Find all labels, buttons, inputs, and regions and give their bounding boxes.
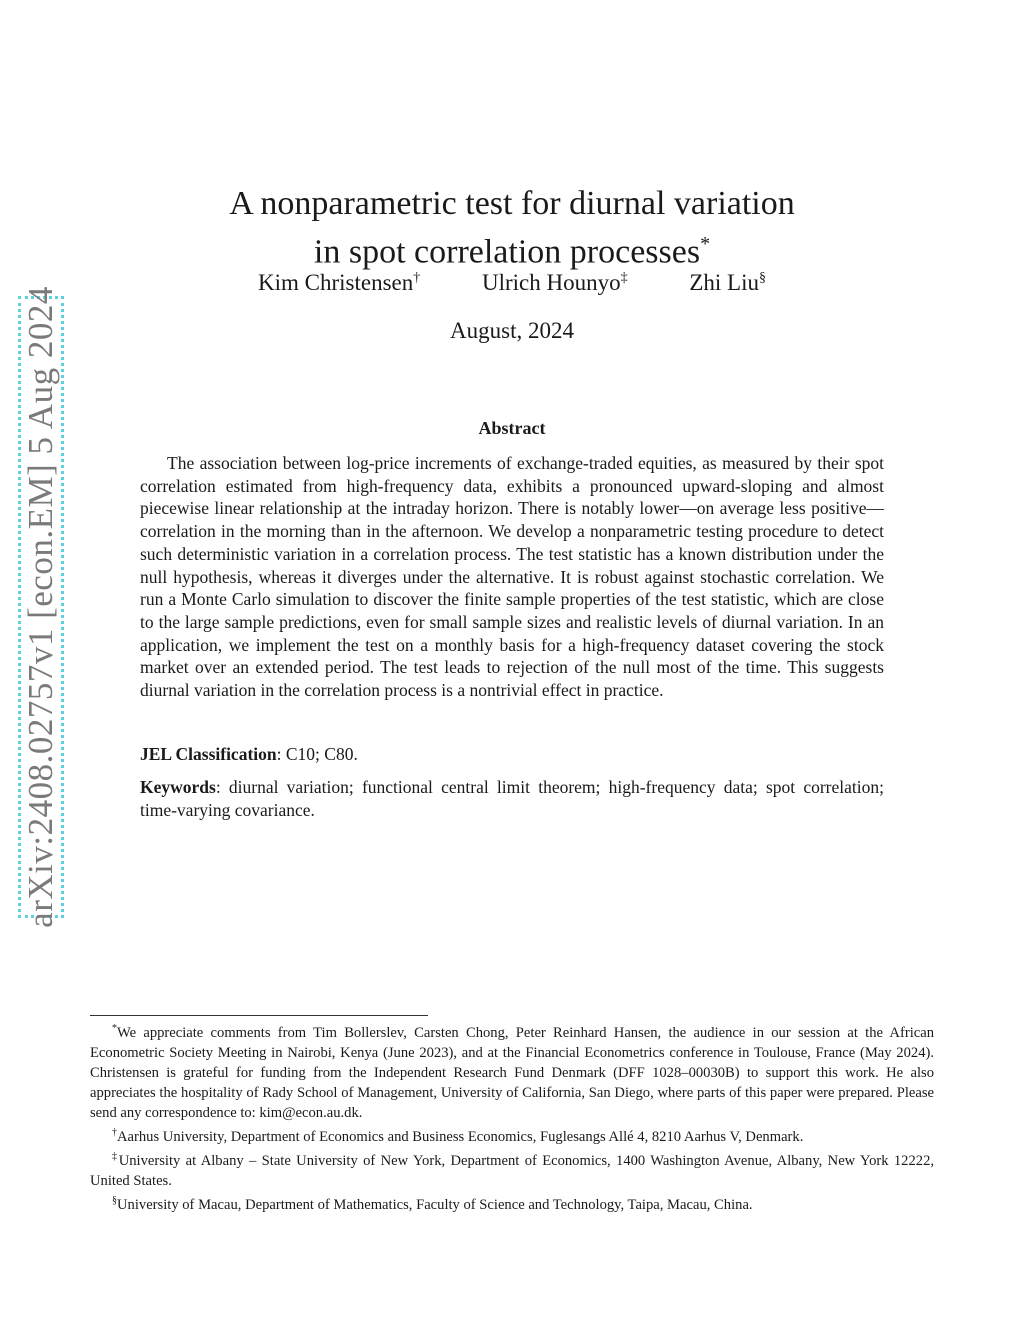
- author-footnote-mark: §: [759, 270, 766, 286]
- keywords-label: Keywords: [140, 777, 216, 797]
- footnote-divider: [90, 1015, 428, 1016]
- footnote-mark: †: [112, 1126, 117, 1138]
- author: Zhi Liu§: [689, 270, 766, 295]
- footnote-mark: *: [112, 1023, 117, 1034]
- publication-date: August, 2024: [450, 318, 574, 343]
- footnote: *We appreciate comments from Tim Bollerslev, Carsten Chong, Peter Reinhard Hansen, the audience in our session at the African Econometric Society Meeting in Nairobi, Kenya (June 2023), and at the Financial Econometrics conference in Toulouse, France (May 2024). Christensen is grateful for funding from the Independent Research Fund Denmark (DFF 1028–00030B) to support this work. He also appreciates the hospitality of Rady School of Management, University of California, San Diego, where parts of this paper were prepared. Please send any correspondence to: kim@econ.au.dk.: [90, 1023, 934, 1121]
- jel-classification: [140, 743, 884, 766]
- title-footnote-mark: *: [700, 232, 711, 255]
- author: Kim Christensen†: [257, 270, 421, 295]
- arxiv-identifier-stamp[interactable]: [18, 286, 64, 928]
- footnote: †Aarhus University, Department of Economics and Business Economics, Fuglesangs Allé 4, 8210 Aarhus V, Denmark.: [112, 1126, 804, 1145]
- jel-value: : C10; C80.: [276, 744, 358, 764]
- abstract-text: The association between log-price increments of exchange-traded equities, as measured by their spot correlation estimated from high-frequency data, exhibits a pronounced upward-sloping and almost piecewise linear relationship at the intraday horizon. There is notably lower—on average less positive—correlation in the morning than in the afternoon. We develop a nonparametric testing procedure to detect such deterministic variation in a correlation process. The test statistic has a known distribution under the null hypothesis, whereas it diverges under the alternative. It is robust against stochastic correlation. We run a Monte Carlo simulation to discover the finite sample properties of the test statistic, which are close to the large sample predictions, even for small sample sizes and realistic levels of diurnal variation. In an application, we implement the test on a monthly basis for a high-frequency dataset covering the stock market over an extended period. The test leads to rejection of the null most of the time. This suggests diurnal variation in the correlation process is a nontrivial effect in practice.: [140, 453, 884, 701]
- title-line-2: in spot correlation processes: [313, 233, 701, 271]
- footnote: §University of Macau, Department of Mathematics, Faculty of Science and Technology, Taipa, Macau, China.: [112, 1194, 753, 1213]
- footnote-mark: §: [112, 1194, 117, 1206]
- footnote: ‡University at Albany – State University of New York, Department of Economics, 1400 Washington Avenue, Albany, New York 12222, United States.: [90, 1150, 935, 1189]
- footnote-mark: ‡: [112, 1150, 119, 1162]
- author-list: [0, 270, 1024, 296]
- keywords-value: : diurnal variation; functional central limit theorem; high-frequency data; spot correlation; time-varying covariance.: [140, 777, 884, 820]
- author: Ulrich Hounyo‡: [481, 270, 628, 295]
- abstract-heading: Abstract: [478, 418, 546, 438]
- jel-label: JEL Classification: [140, 744, 277, 764]
- arxiv-identifier-text: arXiv:2408.02757v1 [econ.EM] 5 Aug 2024: [21, 286, 61, 928]
- footnotes: [90, 1019, 934, 1214]
- title-line-1: A nonparametric test for diurnal variation: [229, 184, 795, 222]
- paper-title: [0, 183, 1024, 272]
- author-footnote-mark: †: [413, 270, 421, 286]
- author-footnote-mark: ‡: [620, 270, 628, 286]
- keywords: [140, 776, 884, 821]
